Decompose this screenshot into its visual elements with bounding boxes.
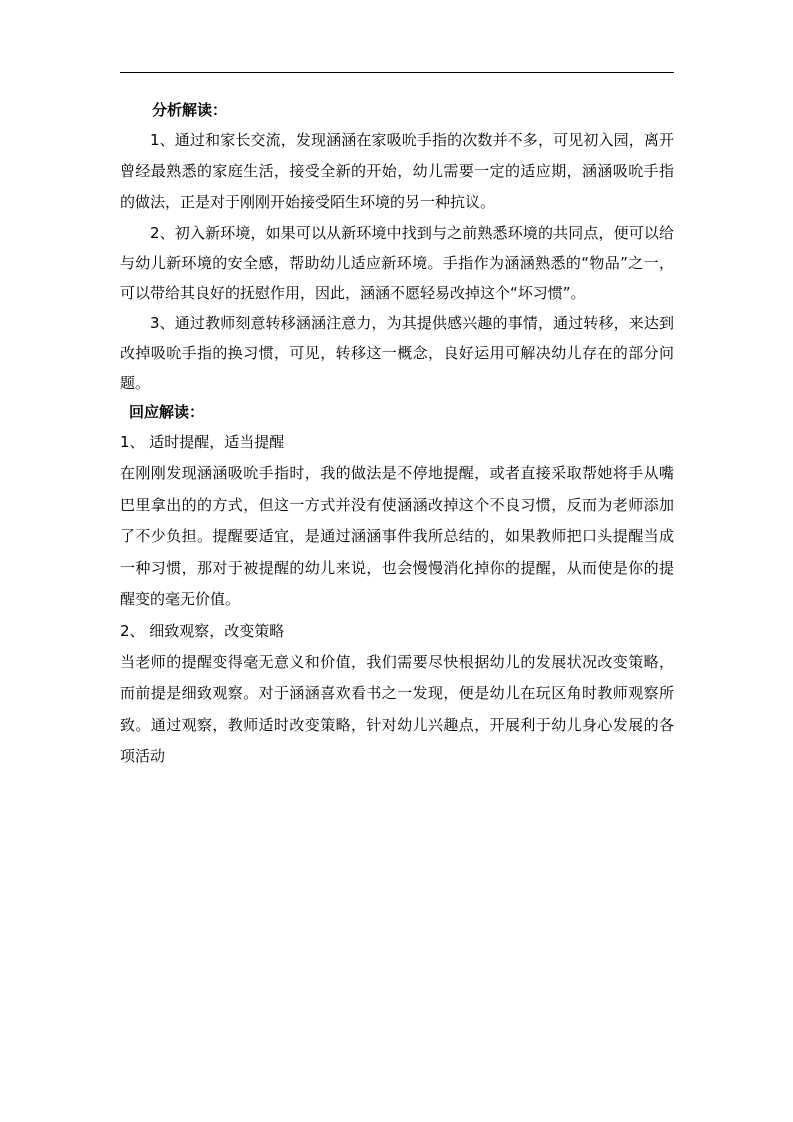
response-heading: 回应解读： — [129, 403, 205, 421]
analysis-paragraph-3: 3、通过教师刻意转移涵涵注意力，为其提供感兴趣的事情，通过转移，来达到改掉吸吮手指的换习惯，可见，转移这一概念，良好运用可解决幼儿存在的部分问题。 — [120, 314, 674, 392]
analysis-heading: 分析解读： — [152, 101, 228, 119]
response-item-2-body: 当老师的提醒变得毫无意义和价值，我们需要尽快根据幼儿的发展状况改变策略，而前提是细致观察。对于涵涵喜欢看书之一发现，便是幼儿在玩区角时教师观察所致。通过观察，教师适时改变策略，针对幼儿兴趣点，开展利于幼儿身心发展的各项活动 — [120, 652, 674, 765]
response-item-1-body: 在刚刚发现涵涵吸吮手指时，我的做法是不停地提醒，或者直接采取帮她将手从嘴巴里拿出的的方式，但这一方式并没有使涵涵改掉这个不良习惯，反而为老师添加了不少负担。提醒要适宜，是通过涵涵事件我所总结的，如果教师把口头提醒当成一种习惯，那对于被提醒的幼儿来说，也会慢慢消化掉你的提醒，从而使是你的提醒变的毫无价值。 — [120, 464, 674, 608]
response-item-1-title: 1、 适时提醒，适当提醒 — [120, 433, 285, 451]
analysis-paragraph-1: 1、通过和家长交流，发现涵涵在家吸吮手指的次数并不多，可见初入园，离开曾经最熟悉的家庭生活，接受全新的开始，幼儿需要一定的适应期，涵涵吸吮手指的做法，正是对于刚刚开始接受陌生环境的另一种抗议。 — [120, 131, 674, 211]
document-body — [120, 96, 674, 773]
header-rule — [120, 72, 674, 73]
analysis-paragraph-2: 2、初入新环境，如果可以从新环境中找到与之前熟悉环境的共同点，便可以给与幼儿新环境的安全感，帮助幼儿适应新环境。手指作为涵涵熟悉的“物品”之一，可以带给其良好的抚慰作用，因此，涵涵不愿轻易改掉这个“坏习惯”。 — [120, 224, 674, 302]
response-item-2-title: 2、 细致观察，改变策略 — [120, 621, 285, 640]
